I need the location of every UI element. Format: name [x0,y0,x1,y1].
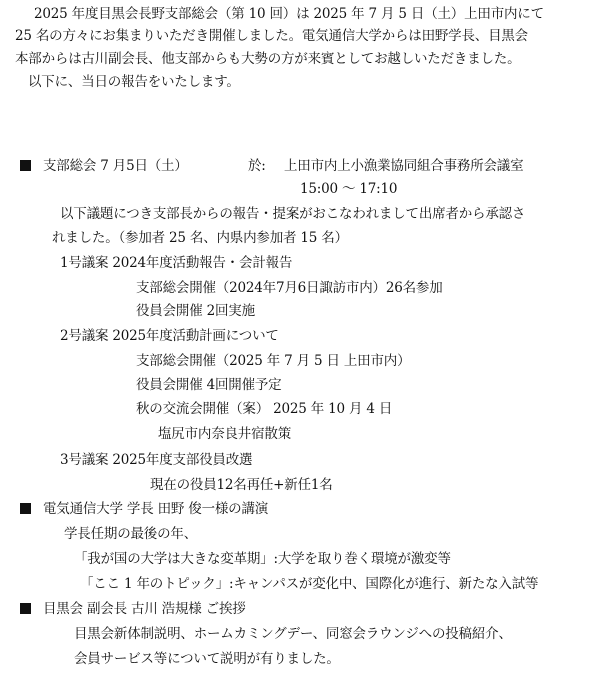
venue-name: 上田市内上小漁業協同組合事務所会議室 [284,158,524,174]
section-greeting-heading [20,600,246,618]
intro-line-3: 本部からは古川副会長、他支部からも大勢の方が来賓としてお越しいただきました。 [15,51,521,67]
square-bullet-icon [20,603,31,614]
lecture-title: 電気通信大学 学長 田野 俊一様の講演 [43,501,269,517]
agenda-2-item-2: 役員会開催 4回開催予定 [136,377,282,393]
lecture-line-1: 学長任期の最後の年、 [64,526,197,542]
agenda-1-item-1: 支部総会開催（2024年7月6日諏訪市内）26名参加 [136,280,443,296]
greeting-line-1: 目黒会新体制説明、ホームカミングデー、同窓会ラウンジへの投稿紹介、 [74,626,512,642]
general-meeting-title: 支部総会 7 月5日（土） [43,158,188,174]
agenda-intro-line-2: れました。（参加者 25 名、内県内参加者 15 名） [52,230,348,246]
venue-label: 於: [248,158,266,174]
agenda-2-item-3: 秋の交流会開催（案） 2025 年 10 月 4 日 [136,401,393,417]
intro-line-4: 以下に、当日の報告をいたします。 [28,74,240,90]
lecture-line-3: 「ここ 1 年のトピック」:キャンパスが変化中、国際化が進行、新たな入試等 [80,576,539,592]
agenda-intro-line-1: 以下議題につき支部長からの報告・提案がおこなわれまして出席者から承認さ [60,206,526,222]
greeting-line-2: 会員サービス等について説明が有りました。 [74,651,340,667]
agenda-3-title: 3号議案 2025年度支部役員改選 [60,452,253,468]
greeting-title: 目黒会 副会長 古川 浩規様 ご挨拶 [43,601,246,617]
agenda-2-item-4: 塩尻市内奈良井宿散策 [158,426,291,442]
intro-line-2: 25 名の方々にお集まりいただき開催しました。電気通信大学からは田野学長、目黒会 [15,28,528,44]
square-bullet-icon [20,160,31,171]
meeting-time: 15:00 ～ 17:10 [300,181,398,197]
agenda-1-title: 1号議案 2024年度活動報告・会計報告 [60,255,293,271]
section-lecture-heading [20,500,268,518]
square-bullet-icon [20,503,31,514]
section-general-meeting-heading [20,157,188,175]
agenda-3-item-1: 現在の役員12名再任+新任1名 [150,477,333,493]
agenda-2-title: 2号議案 2025年度活動計画について [60,328,279,344]
lecture-line-2: 「我が国の大学は大きな変革期」:大学を取り巻く環境が激変等 [74,551,451,567]
agenda-1-item-2: 役員会開催 2回実施 [136,303,255,319]
agenda-2-item-1: 支部総会開催（2025 年 7 月 5 日 上田市内） [136,353,411,369]
intro-line-1: 2025 年度目黒会長野支部総会（第 10 回）は 2025 年 7 月 5 日（土）上田市内にて [34,6,544,22]
